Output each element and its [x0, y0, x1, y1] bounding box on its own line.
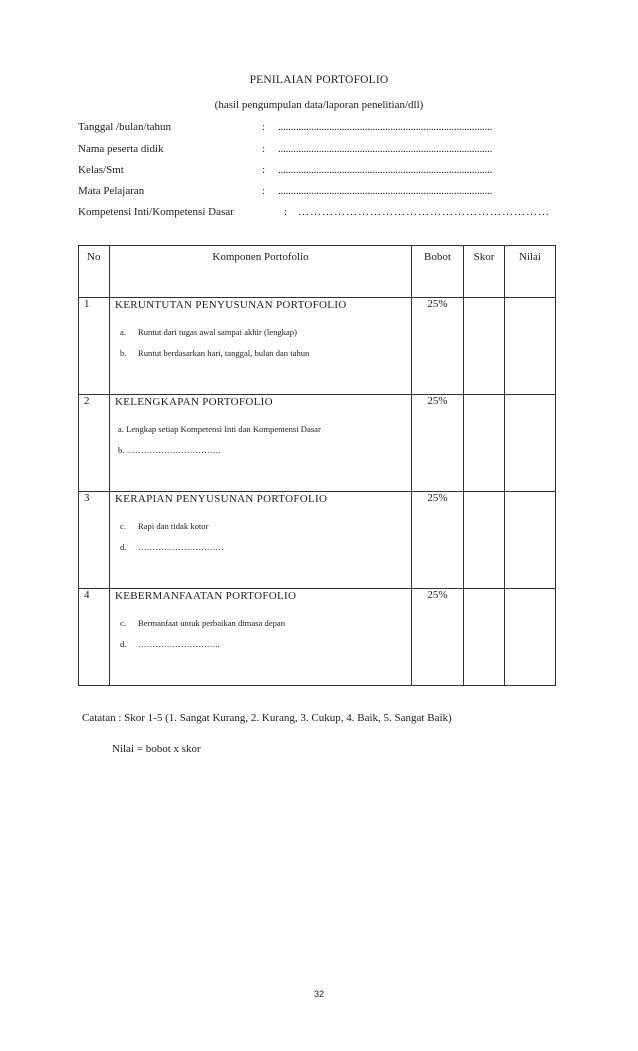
bobot-value: 25% [427, 395, 448, 407]
header-skor: Skor [464, 246, 505, 298]
item-marker: c. [120, 521, 126, 531]
row-number-cell [79, 298, 110, 395]
header-no: No [79, 246, 110, 298]
nilai-cell[interactable] [505, 589, 556, 686]
skor-cell[interactable] [464, 589, 505, 686]
nilai-cell[interactable] [505, 492, 556, 589]
field-blank: ……………………………………………………… [298, 206, 550, 218]
table-row [79, 395, 556, 492]
row-number: 3 [84, 492, 90, 504]
komponen-cell [110, 395, 412, 492]
field-blank: .................................................................................... [278, 121, 493, 133]
field-colon: : [262, 121, 266, 133]
field-label: Nama peserta didik [78, 143, 164, 155]
komponen-item [118, 423, 411, 435]
field-blank: .................................................................................... [278, 164, 493, 176]
komponen-title: KERAPIAN PENYUSUNAN PORTOFOLIO [115, 493, 328, 505]
komponen-item [118, 444, 411, 456]
table-header-row [79, 246, 556, 298]
field-blank: .................................................................................... [278, 185, 493, 197]
item-text: ……………………….. [138, 639, 220, 649]
field-label: Kompetensi Inti/Kompetensi Dasar [78, 206, 234, 218]
item-marker: b. [120, 348, 127, 358]
item-marker: d. [120, 542, 127, 552]
bobot-value: 25% [427, 492, 448, 504]
score-note: Catatan : Skor 1-5 (1. Sangat Kurang, 2. Kurang, 3. Cukup, 4. Baik, 5. Sangat Baik) [82, 712, 452, 724]
score-formula: Nilai = bobot x skor [112, 743, 201, 755]
bobot-cell [412, 395, 464, 492]
item-marker: a. [120, 327, 126, 337]
item-text: b. …………………………… [118, 445, 222, 455]
komponen-item [120, 326, 411, 338]
field-colon: : [284, 206, 288, 218]
header-nilai: Nilai [505, 246, 556, 298]
komponen-item [120, 520, 411, 532]
field-colon: : [262, 164, 266, 176]
field-label: Mata Pelajaran [78, 185, 145, 197]
header-komponen: Komponen Portofolio [110, 246, 412, 298]
field-label: Tanggal /bulan/tahun [78, 121, 172, 133]
skor-cell[interactable] [464, 395, 505, 492]
skor-cell[interactable] [464, 492, 505, 589]
item-text: Runtut berdasarkan hari, tanggal, bulan dan tahun [138, 348, 310, 358]
item-text: ………………………… [138, 542, 224, 552]
item-text: Runtut dari tugas awal sampai akhir (lengkap) [138, 327, 297, 337]
komponen-title: KEBERMANFAATAN PORTOFOLIO [115, 590, 297, 602]
row-number: 1 [84, 298, 90, 310]
row-number: 4 [84, 589, 90, 601]
komponen-cell [110, 492, 412, 589]
skor-cell[interactable] [464, 298, 505, 395]
komponen-item [120, 347, 411, 359]
item-marker: d. [120, 639, 127, 649]
row-number-cell [79, 395, 110, 492]
bobot-cell [412, 492, 464, 589]
field-blank: .................................................................................... [278, 143, 493, 155]
komponen-cell [110, 589, 412, 686]
item-marker: c. [120, 618, 126, 628]
bobot-value: 25% [427, 298, 448, 310]
row-number-cell [79, 492, 110, 589]
nilai-cell[interactable] [505, 395, 556, 492]
page-subtitle: (hasil pengumpulan data/laporan penelitian/dll) [214, 99, 424, 111]
page-title: PENILAIAN PORTOFOLIO [249, 74, 389, 86]
komponen-item [120, 541, 411, 553]
komponen-title: KERUNTUTAN PENYUSUNAN PORTOFOLIO [115, 299, 347, 311]
komponen-item [120, 617, 411, 629]
bobot-cell [412, 589, 464, 686]
bobot-cell [412, 298, 464, 395]
bobot-value: 25% [427, 589, 448, 601]
row-number: 2 [84, 395, 90, 407]
field-colon: : [262, 143, 266, 155]
item-text: a. Lengkap setiap Kompetensi Inti dan Kompentensi Dasar [118, 424, 321, 434]
item-text: Rapi dan tidak kotor [138, 521, 209, 531]
item-text: Bermanfaat untuk perbaikan dimasa depan [138, 618, 285, 628]
field-colon: : [262, 185, 266, 197]
komponen-item [120, 638, 411, 650]
field-label: Kelas/Smt [78, 164, 124, 176]
portfolio-table [78, 245, 556, 686]
table-row [79, 298, 556, 395]
table-row [79, 492, 556, 589]
page-number: 32 [313, 989, 324, 999]
nilai-cell[interactable] [505, 298, 556, 395]
row-number-cell [79, 589, 110, 686]
komponen-title: KELENGKAPAN PORTOFOLIO [115, 396, 273, 408]
komponen-cell [110, 298, 412, 395]
table-row [79, 589, 556, 686]
header-bobot: Bobot [412, 246, 464, 298]
